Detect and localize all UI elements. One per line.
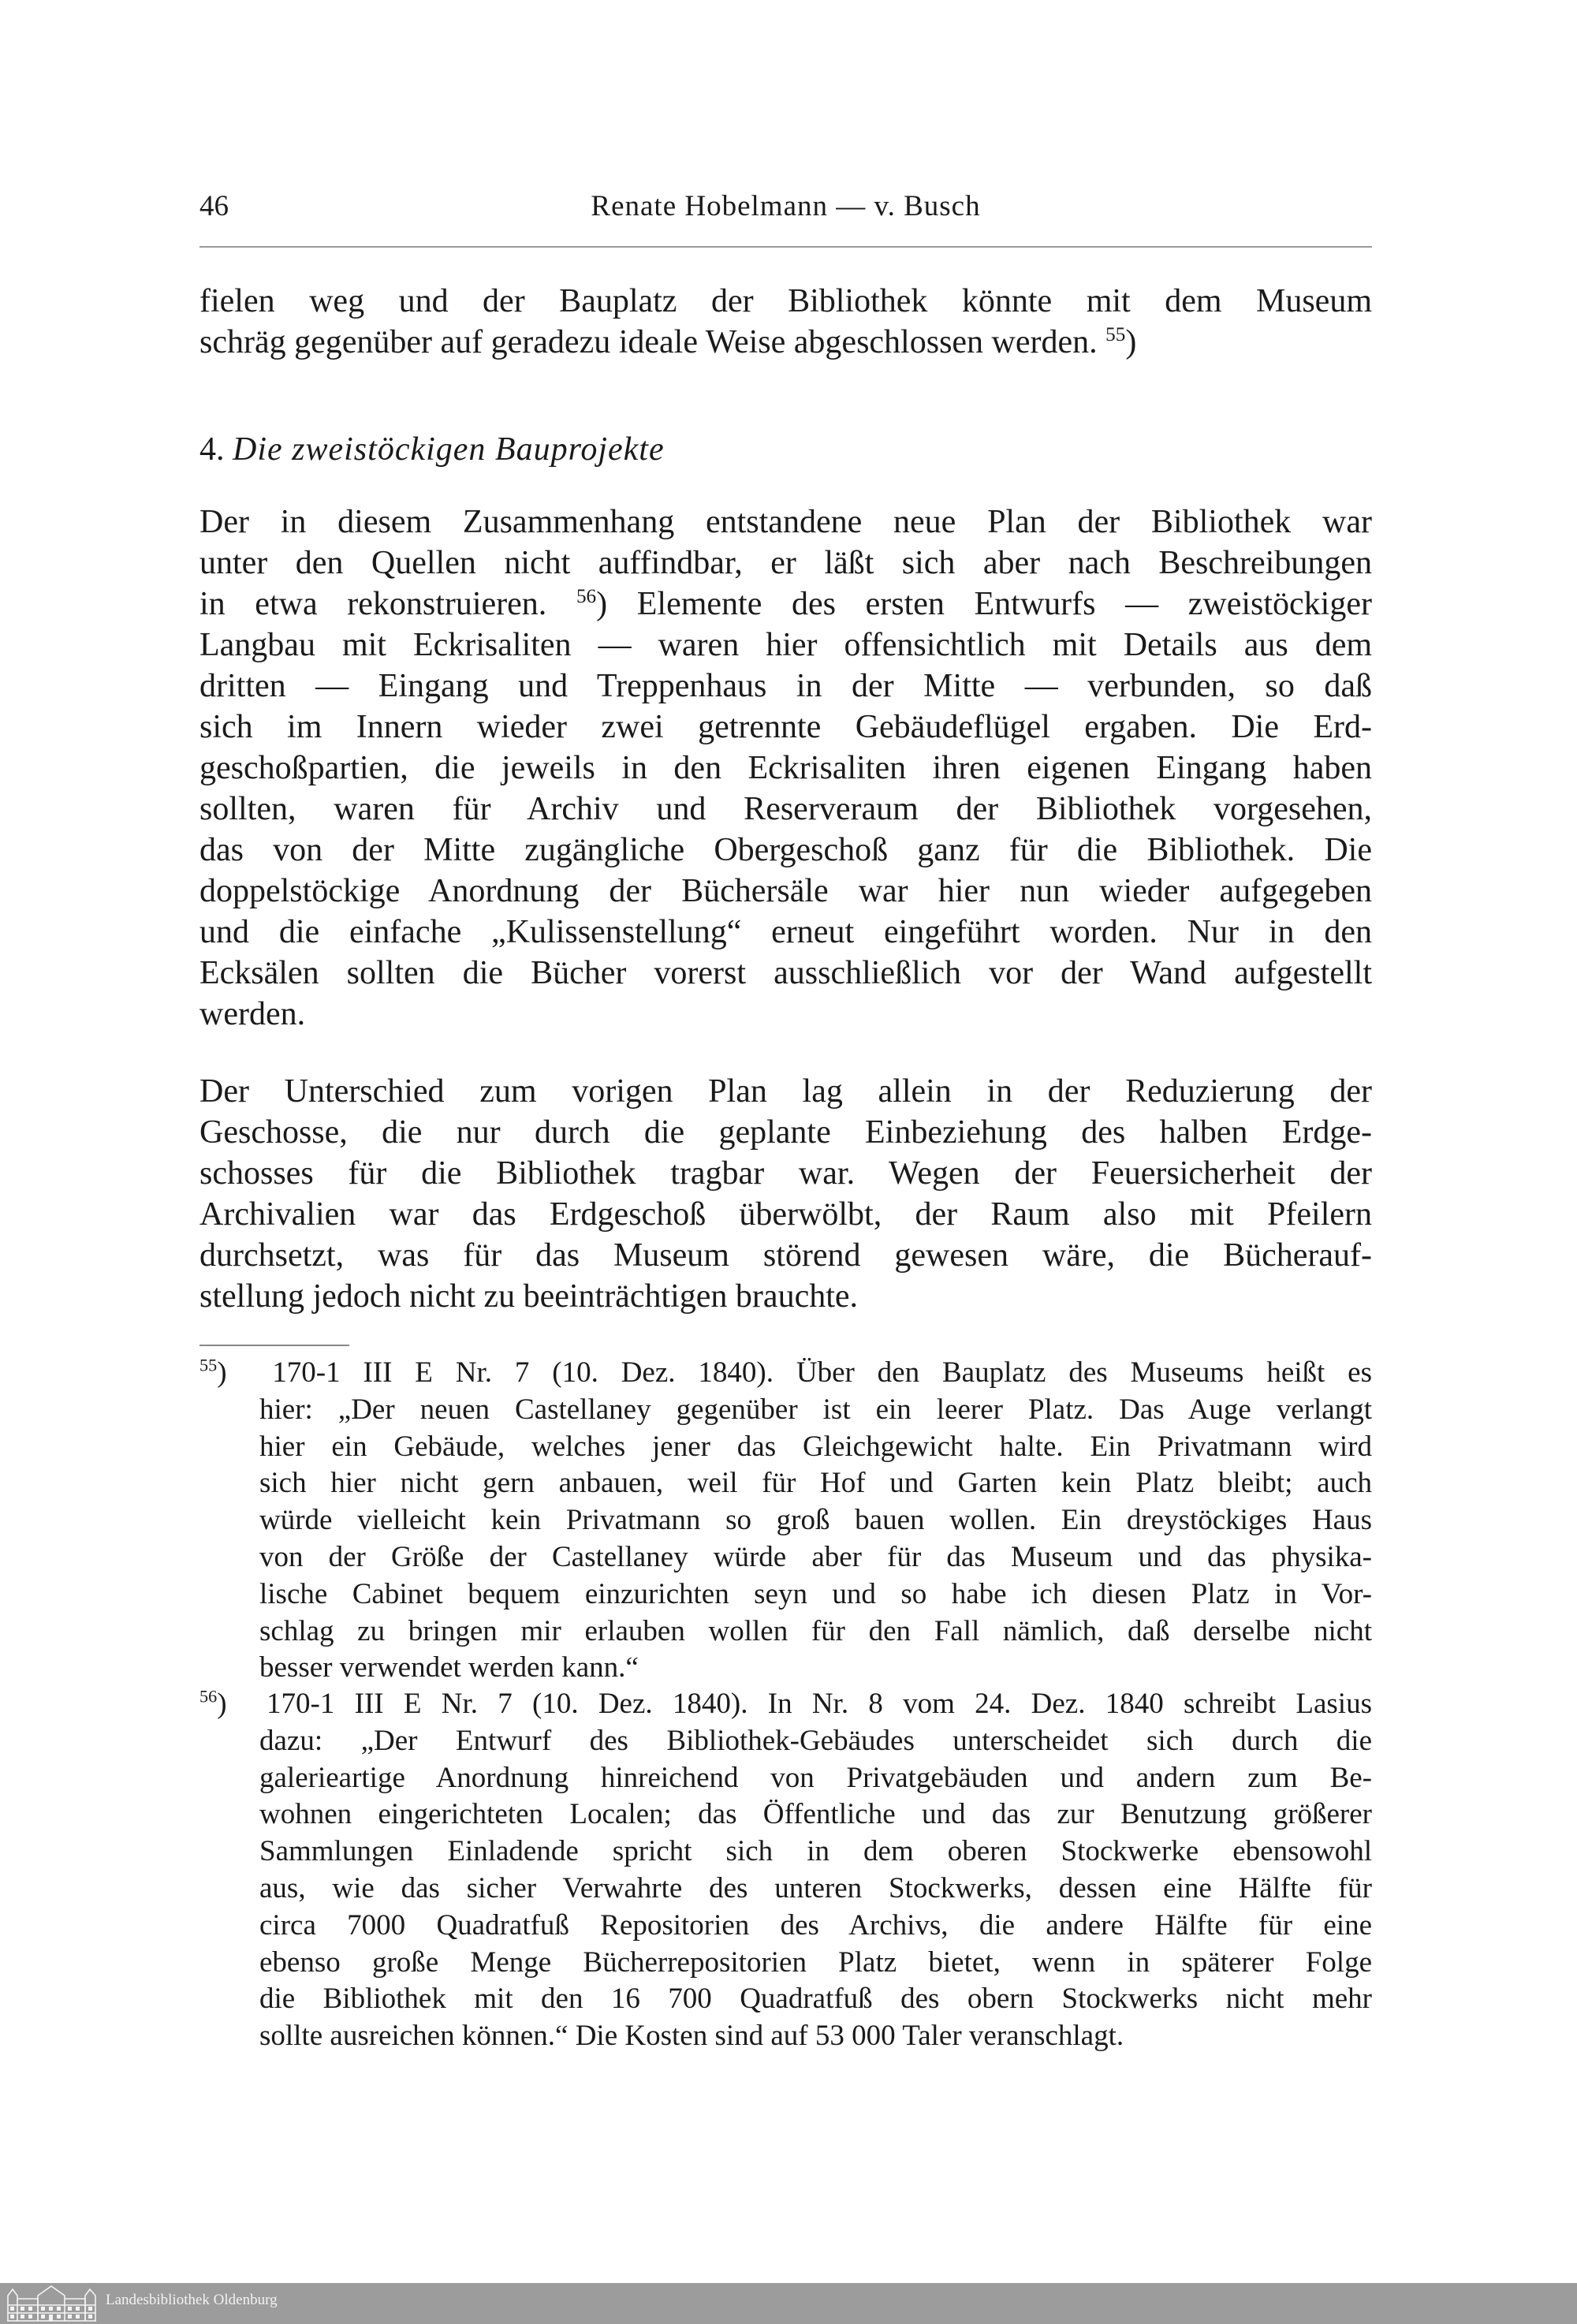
text-line: das von der Mitte zugängliche Obergeschoß ganz für die Bibliothek. Die [199, 832, 1372, 868]
text-line: Der Unterschied zum vorigen Plan lag allein in der Reduzierung der [199, 1073, 1372, 1110]
section-number: 4. [199, 431, 225, 468]
paragraph-2 [199, 502, 1372, 1035]
text-line: und die einfache „Kulissenstellung“ erneut eingeführt worden. Nur in den [199, 914, 1372, 950]
text-line-content: in etwa rekonstruieren. [199, 586, 547, 622]
text-line: Sammlungen Einladende spricht sich in dem oberen Stockwerke ebensowohl [259, 1835, 1372, 1868]
text-line: besser verwendet werden kann.“ [259, 1651, 639, 1684]
section-heading [199, 431, 665, 468]
text-line: schosses für die Bibliothek tragbar war. Wegen der Feuersicherheit der [199, 1155, 1372, 1192]
paragraph-1 [199, 281, 1372, 363]
text-line: galerieartige Anordnung hinreichend von Privatgebäuden und andern zum Be- [259, 1761, 1372, 1794]
text-line-content: schräg gegenüber auf geradezu ideale Weise abgeschlossen werden. [199, 324, 1098, 360]
text-line: circa 7000 Quadratfuß Repositorien des Archivs, die andere Hälfte für eine [259, 1908, 1372, 1942]
section-title: Die zweistöckigen Bauprojekte [233, 431, 665, 468]
text-line: unter den Quellen nicht auffindbar, er läßt sich aber nach Beschreibungen [199, 545, 1372, 581]
text-line: sollte ausreichen können.“ Die Kosten sind auf 53 000 Taler veranschlagt. [259, 2020, 1124, 2053]
text-line: Ecksälen sollten die Bücher vorerst ausschließlich vor der Wand aufgestellt [199, 955, 1372, 991]
text-line: hier ein Gebäude, welches jener das Gleichgewicht halte. Ein Privatmann wird [259, 1430, 1372, 1463]
footnote-separator [199, 1345, 349, 1346]
footnote-55 [199, 1355, 1372, 1687]
footnote-number: 55 [199, 1355, 218, 1375]
text-line: doppelstöckige Anordnung der Büchersäle war hier nun wieder aufgegeben [199, 873, 1372, 909]
library-footer-bar [0, 2283, 1577, 2324]
library-building-logo-icon [6, 2285, 97, 2322]
text-line: von der Größe der Castellaney würde aber für das Museum und das physika- [259, 1540, 1372, 1573]
text-line: Archivalien war das Erdgeschoß überwölbt, der Raum also mit Pfeilern [199, 1196, 1372, 1233]
running-header [199, 189, 1372, 229]
text-line: dazu: „Der Entwurf des Bibliothek-Gebäudes unterscheidet sich durch die [259, 1724, 1372, 1757]
text-line-content: 170-1 III E Nr. 7 (10. Dez. 1840). Über den Bauplatz des Museums heißt es [272, 1356, 1372, 1389]
footnote-ref[interactable]: 56 [576, 585, 597, 607]
text-line: werden. [199, 996, 306, 1032]
header-rule [199, 246, 1372, 248]
text-line-content: 170-1 III E Nr. 7 (10. Dez. 1840). In Nr. 8 vom 24. Dez. 1840 schreibt Lasius [267, 1688, 1372, 1720]
text-line: sich im Innern wieder zwei getrennte Gebäudeflügel ergaben. Die Erd- [199, 709, 1372, 745]
text-line: aus, wie das sicher Verwahrte des unteren Stockwerks, dessen eine Hälfte für [259, 1871, 1372, 1904]
text-line: sich hier nicht gern anbauen, weil für Hof und Garten kein Platz bleibt; auch [259, 1467, 1372, 1500]
paragraph-3 [199, 1071, 1372, 1317]
footnote-number: 56 [199, 1686, 218, 1707]
text-line: stellung jedoch nicht zu beeinträchtigen brauchte. [199, 1278, 859, 1315]
text-line: fielen weg und der Bauplatz der Bibliothek könnte mit dem Museum [199, 283, 1372, 319]
text-line: wohnen eingerichteten Localen; das Öffentliche und das zur Benutzung größerer [259, 1798, 1372, 1831]
text-line: schlag zu bringen mir erlauben wollen für den Fall nämlich, daß derselbe nicht [259, 1614, 1372, 1647]
text-line: $^{56}$) 170-1 III E Nr. 7 (10. Dez. 1840). In Nr. 8 vom 24. Dez. 1840 schreibt Lasius [199, 1686, 1372, 1720]
text-line: sollten, waren für Archiv und Reserveraum der Bibliothek vorgesehen, [199, 791, 1372, 827]
text-line: Der in diesem Zusammenhang entstandene neue Plan der Bibliothek war [199, 504, 1372, 540]
text-line: dritten — Eingang und Treppenhaus in der Mitte — verbunden, so daß [199, 668, 1372, 704]
text-line: lische Cabinet bequem einzurichten seyn und so habe ich diesen Platz in Vor- [259, 1577, 1372, 1610]
page-number: 46 [199, 190, 229, 222]
footnote-ref[interactable]: 55 [1105, 323, 1126, 345]
text-line: $^{55}$) 170-1 III E Nr. 7 (10. Dez. 1840). Über den Bauplatz des Museums heißt es [199, 1355, 1372, 1389]
text-line: die Bibliothek mit den 16 700 Quadratfuß des obern Stockwerks nicht mehr [259, 1983, 1372, 2016]
text-line: Langbau mit Eckrisaliten — waren hier offensichtlich mit Details aus dem [199, 627, 1372, 663]
text-line: schräg gegenüber auf geradezu ideale Weise abgeschlossen werden. $^{55}$) [199, 323, 1137, 360]
library-name: Landesbibliothek Oldenburg [106, 2292, 278, 2308]
text-line: durchsetzt, was für das Museum störend gewesen wäre, die Bücherauf- [199, 1237, 1372, 1274]
text-line: Geschosse, die nur durch die geplante Einbeziehung des halben Erdge- [199, 1114, 1372, 1151]
running-title: Renate Hobelmann — v. Busch [591, 190, 981, 222]
text-line: hier: „Der neuen Castellaney gegenüber ist ein leerer Platz. Das Auge verlangt [259, 1393, 1372, 1426]
text-line: ebenso große Menge Bücherrepositorien Platz bietet, wenn in späterer Folge [259, 1945, 1372, 1979]
text-line: würde vielleicht kein Privatmann so groß bauen wollen. Ein dreystöckiges Haus [259, 1504, 1372, 1537]
text-line: geschoßpartien, die jeweils in den Eckrisaliten ihren eigenen Eingang haben [199, 750, 1372, 786]
text-line: in etwa rekonstruieren. $^{56}$) Elemente des ersten Entwurfs — zweistöckiger [199, 585, 1372, 622]
footnote-56 [199, 1686, 1372, 2055]
text-line-content: Elemente des ersten Entwurfs — zweistöckiger [636, 586, 1372, 622]
